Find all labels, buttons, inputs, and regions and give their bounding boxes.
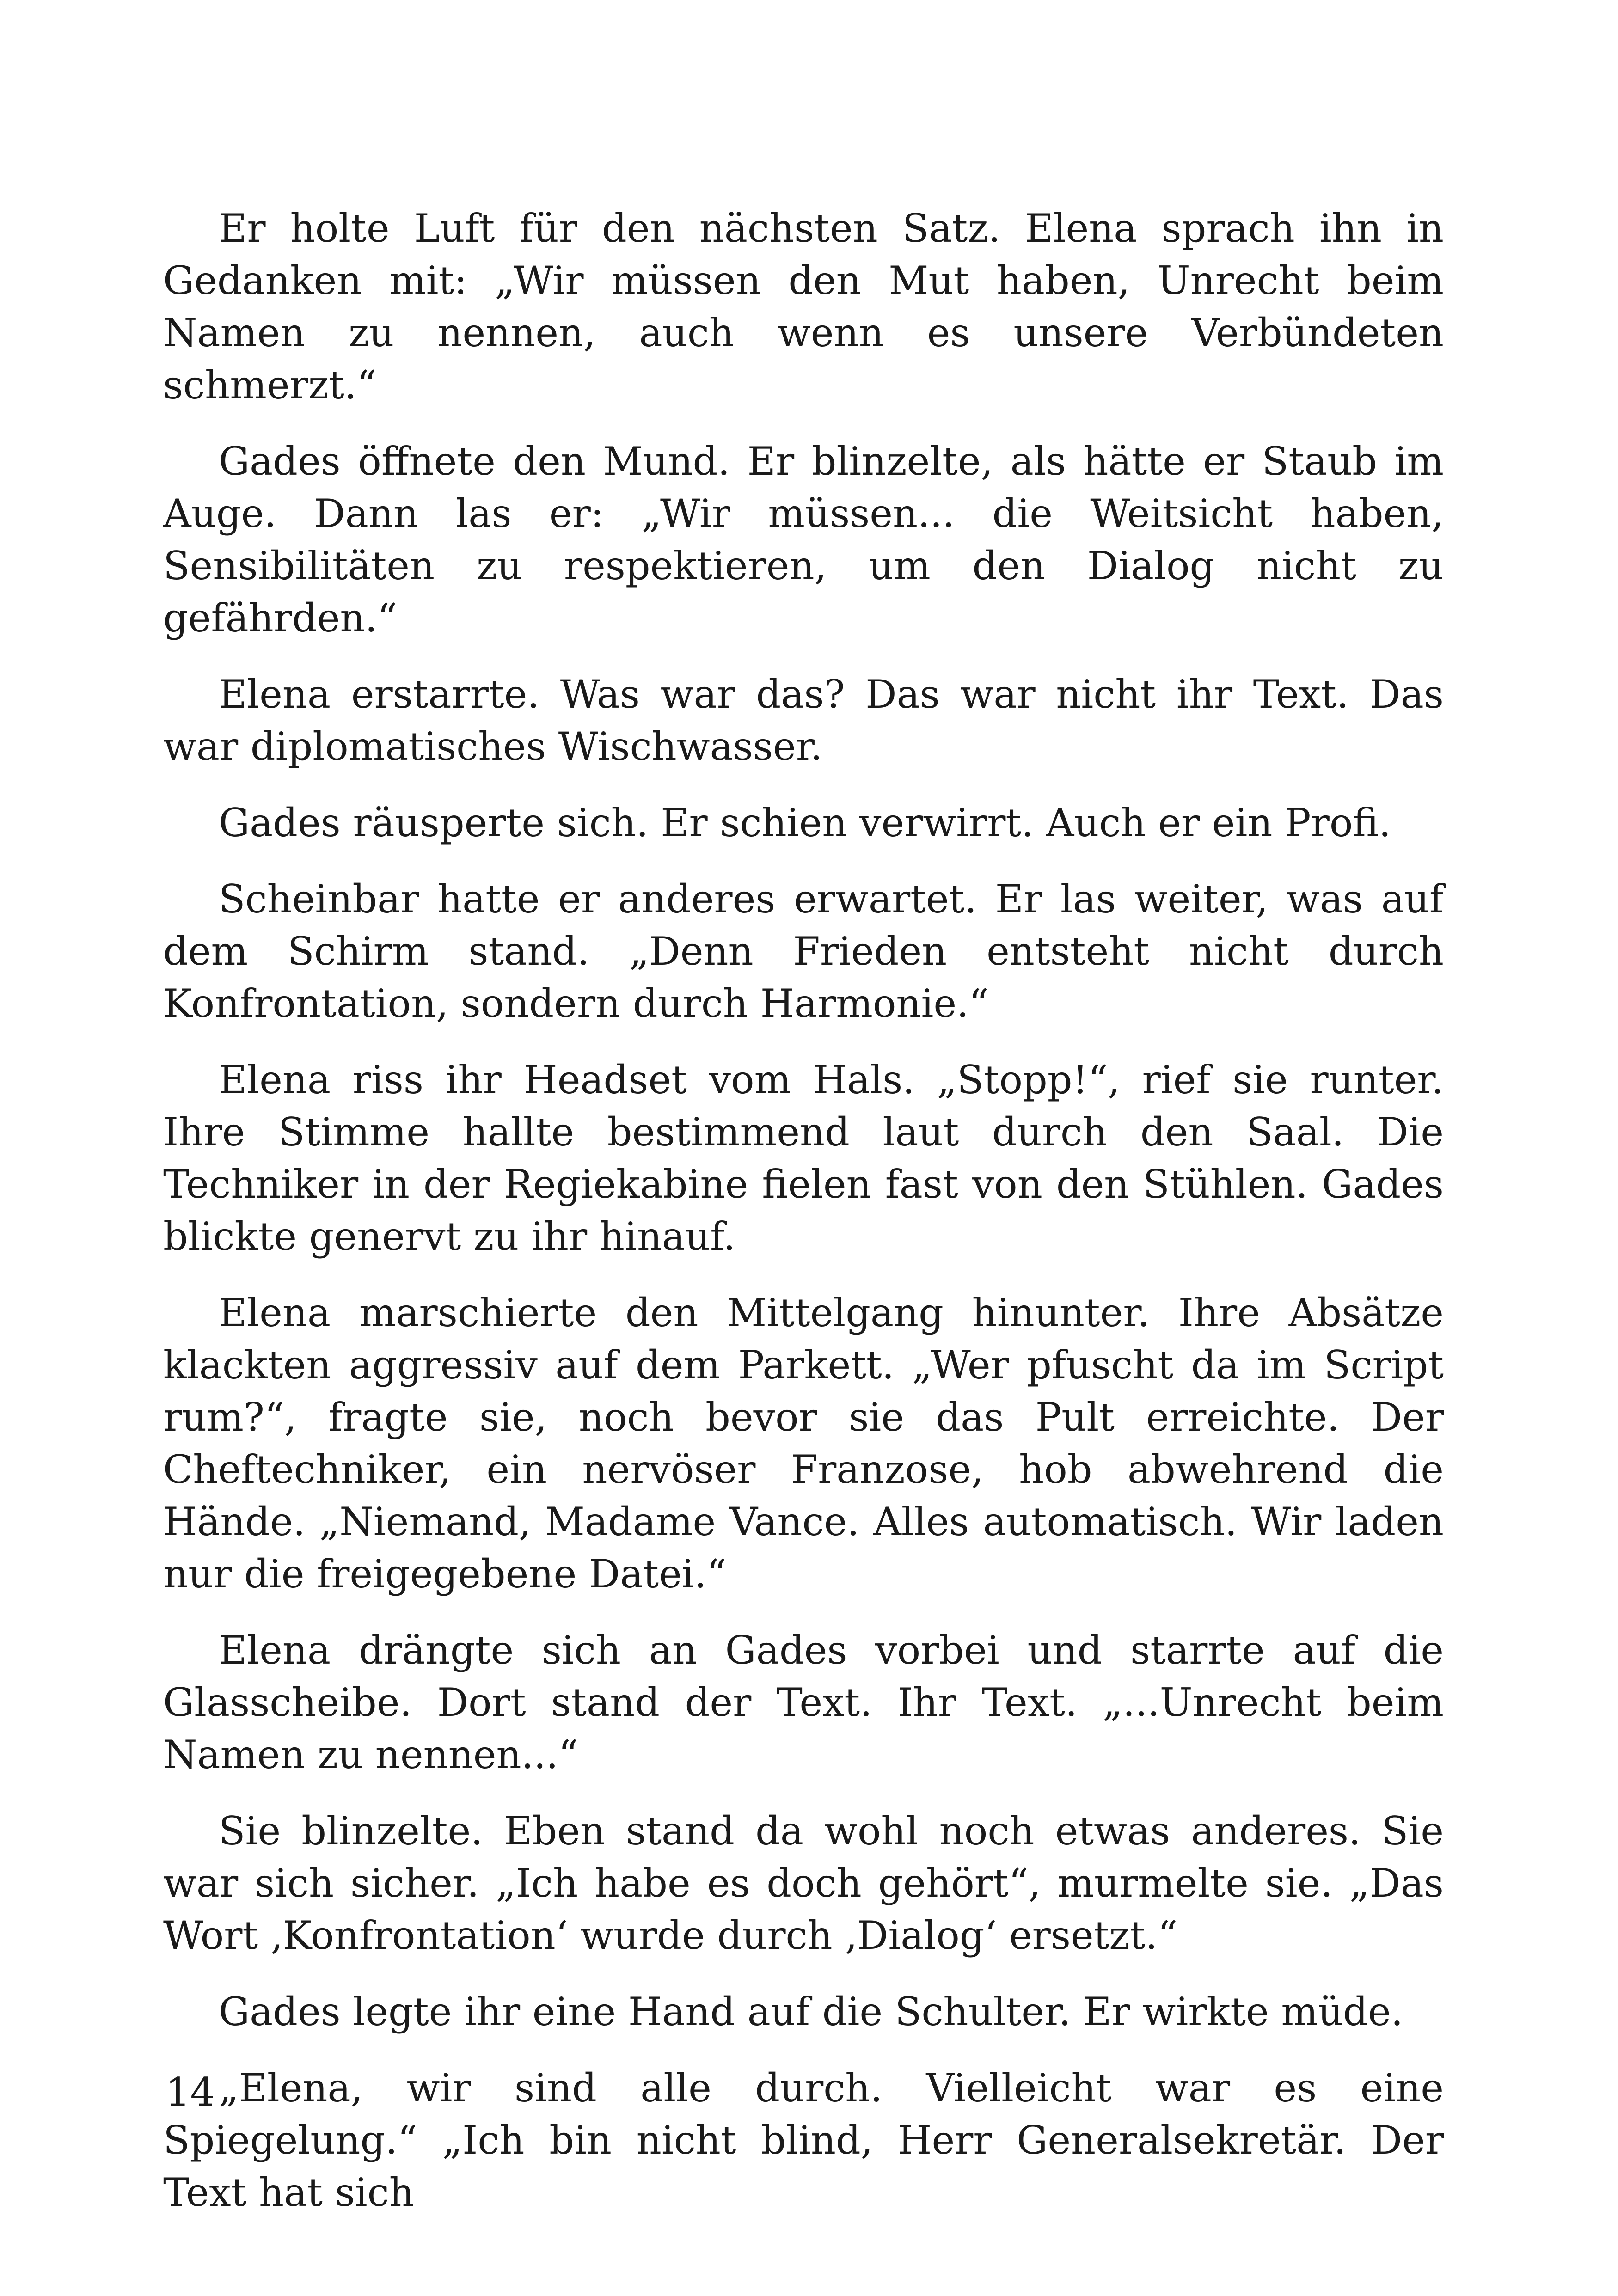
paragraph: „Elena, wir sind alle durch. Vielleicht war es eine Spiegelung.“ „Ich bin nicht blind, Herr Generalsekretär. Der Text hat sich (163, 2065, 1444, 2215)
paragraph: Elena marschierte den Mittelgang hinunter. Ihre Absätze klackten aggressiv auf dem Parkett. „Wer pfuscht da im Script rum?“, fragte sie, noch bevor sie das Pult erreichte. Der Cheftechniker, ein nervöser Franzose, hob abwehrend die Hände. „Niemand, Madame Vance. Alles automatisch. Wir laden nur die freigegebene Datei.“ (163, 1290, 1444, 1597)
paragraph: Gades öffnete den Mund. Er blinzelte, als hätte er Staub im Auge. Dann las er: „Wir müssen... die Weitsicht haben, Sensibilitäten zu respektieren, um den Dialog nicht zu gefährden.“ (163, 439, 1444, 641)
paragraph: Scheinbar hatte er anderes erwartet. Er las weiter, was auf dem Schirm stand. „Denn Frieden entsteht nicht durch Konfrontation, sondern durch Harmonie.“ (163, 876, 1444, 1026)
paragraph: Er holte Luft für den nächsten Satz. Elena sprach ihn in Gedanken mit: „Wir müssen den Mut haben, Unrecht beim Namen zu nennen, auch wenn es unsere Verbündeten schmerzt.“ (163, 206, 1444, 408)
paragraph: Elena riss ihr Headset vom Hals. „Stopp!“, rief sie runter. Ihre Stimme hallte bestimmend laut durch den Saal. Die Techniker in der Regiekabine fielen fast von den Stühlen. Gades blickte genervt zu ihr hinauf. (163, 1057, 1444, 1259)
paragraph: Sie blinzelte. Eben stand da wohl noch etwas anderes. Sie war sich sicher. „Ich habe es doch gehört“, murmelte sie. „Das Wort ‚Konfrontation‘ wurde durch ‚Dialog‘ ersetzt.“ (163, 1808, 1444, 1958)
paragraph: Gades räusperte sich. Er schien verwirrt. Auch er ein Profi. (219, 800, 1391, 845)
body-text (163, 202, 1444, 2243)
paragraph: Gades legte ihr eine Hand auf die Schulter. Er wirkte müde. (219, 1989, 1403, 2034)
paragraph: Elena erstarrte. Was war das? Das war nicht ihr Text. Das war diplomatisches Wischwasser. (163, 672, 1444, 769)
page-number: 14 (165, 2069, 215, 2115)
paragraph: Elena drängte sich an Gades vorbei und starrte auf die Glasscheibe. Dort stand der Text. Ihr Text. „...Unrecht beim Namen zu nennen...“ (163, 1628, 1444, 1777)
